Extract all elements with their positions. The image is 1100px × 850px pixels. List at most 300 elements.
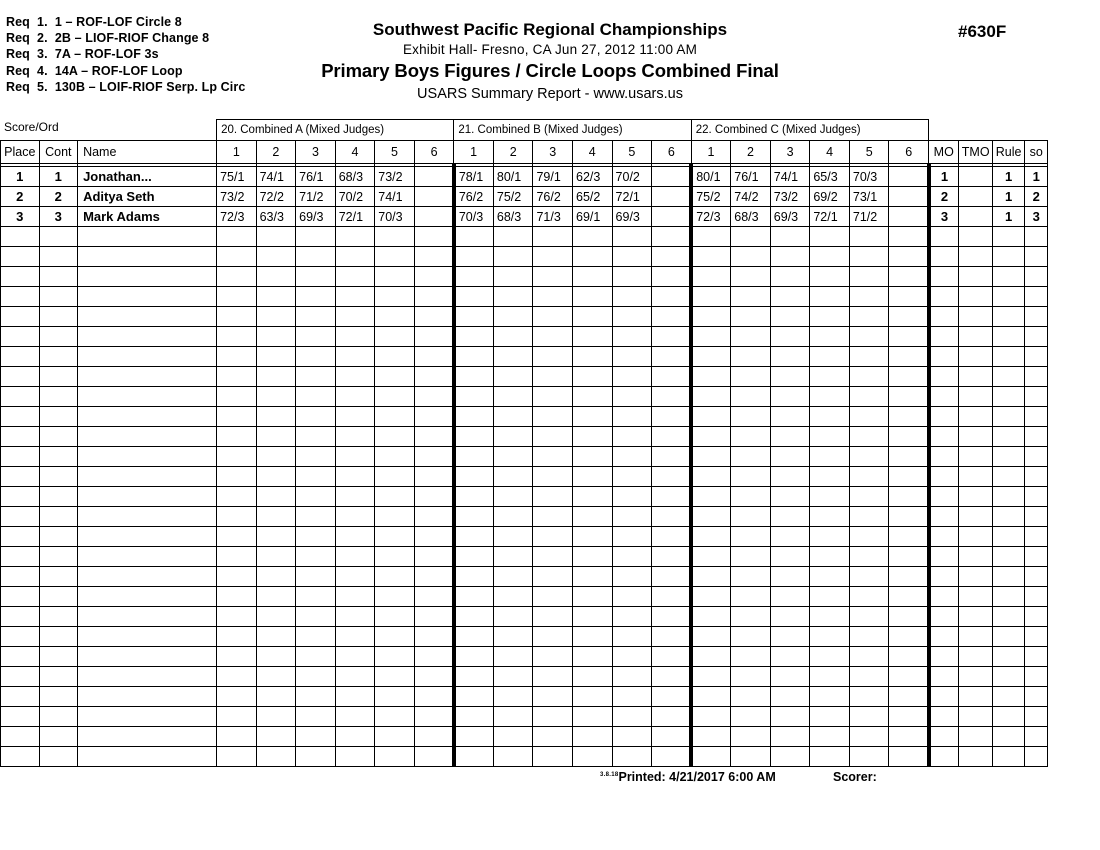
cell-name[interactable] — [78, 587, 217, 607]
cell-score-3-5[interactable] — [849, 307, 889, 327]
cell-score-3-6[interactable] — [889, 307, 929, 327]
cell-rule[interactable] — [992, 547, 1024, 567]
cell-score-2-2[interactable] — [493, 627, 533, 647]
cell-score-1-5[interactable] — [375, 487, 415, 507]
cell-score-3-6[interactable] — [889, 627, 929, 647]
cell-score-2-6[interactable] — [652, 667, 692, 687]
cell-score-1-1[interactable] — [217, 367, 257, 387]
table-row[interactable] — [1, 647, 1048, 667]
cell-so[interactable]: 3 — [1025, 207, 1048, 227]
cell-score-3-6[interactable] — [889, 727, 929, 747]
cell-score-1-3[interactable] — [296, 247, 336, 267]
cell-score-3-3[interactable] — [770, 307, 810, 327]
cell-score-3-2[interactable] — [731, 287, 771, 307]
cell-score-3-6[interactable] — [889, 327, 929, 347]
cell-score-1-1[interactable] — [217, 727, 257, 747]
table-row[interactable] — [1, 387, 1048, 407]
cell-score-2-5[interactable] — [612, 467, 652, 487]
cell-score-2-2[interactable] — [493, 687, 533, 707]
cell-score-3-2[interactable]: 74/2 — [731, 187, 771, 207]
cell-score-3-6[interactable] — [889, 447, 929, 467]
cell-score-1-1[interactable]: 72/3 — [217, 207, 257, 227]
cell-score-3-1[interactable] — [691, 627, 731, 647]
cell-score-2-4[interactable] — [573, 467, 613, 487]
cell-so[interactable] — [1025, 547, 1048, 567]
cell-score-3-5[interactable] — [849, 627, 889, 647]
cell-score-1-3[interactable] — [296, 667, 336, 687]
cell-score-1-1[interactable] — [217, 747, 257, 767]
cell-score-2-1[interactable] — [454, 727, 494, 747]
cell-score-3-1[interactable] — [691, 247, 731, 267]
cell-so[interactable] — [1025, 347, 1048, 367]
cell-name[interactable] — [78, 327, 217, 347]
cell-tmo[interactable] — [959, 507, 992, 527]
cell-score-2-5[interactable] — [612, 307, 652, 327]
cell-score-1-6[interactable] — [414, 307, 454, 327]
cell-score-1-3[interactable] — [296, 727, 336, 747]
table-row[interactable] — [1, 267, 1048, 287]
cell-score-2-2[interactable] — [493, 527, 533, 547]
cell-score-2-4[interactable] — [573, 567, 613, 587]
cell-score-2-3[interactable] — [533, 267, 573, 287]
cell-score-1-2[interactable] — [256, 427, 296, 447]
cell-score-2-2[interactable] — [493, 707, 533, 727]
cell-mo[interactable] — [929, 327, 959, 347]
table-row[interactable] — [1, 407, 1048, 427]
table-row[interactable] — [1, 187, 1048, 207]
cell-place[interactable]: 1 — [1, 167, 40, 187]
cell-score-2-2[interactable] — [493, 467, 533, 487]
cell-place[interactable] — [1, 647, 40, 667]
cell-score-1-4[interactable] — [335, 687, 375, 707]
cell-score-1-6[interactable] — [414, 267, 454, 287]
cell-score-2-2[interactable] — [493, 607, 533, 627]
cell-name[interactable] — [78, 287, 217, 307]
cell-cont[interactable] — [39, 527, 78, 547]
cell-score-2-3[interactable] — [533, 487, 573, 507]
cell-score-1-5[interactable] — [375, 647, 415, 667]
cell-score-2-3[interactable] — [533, 607, 573, 627]
cell-name[interactable] — [78, 467, 217, 487]
cell-score-1-3[interactable] — [296, 607, 336, 627]
cell-score-2-3[interactable] — [533, 687, 573, 707]
cell-score-1-1[interactable] — [217, 387, 257, 407]
cell-tmo[interactable] — [959, 387, 992, 407]
cell-score-1-5[interactable] — [375, 227, 415, 247]
cell-score-2-3[interactable] — [533, 587, 573, 607]
cell-tmo[interactable] — [959, 407, 992, 427]
cell-score-1-2[interactable]: 63/3 — [256, 207, 296, 227]
cell-score-1-2[interactable] — [256, 327, 296, 347]
cell-score-1-6[interactable] — [414, 167, 454, 187]
cell-score-2-1[interactable] — [454, 307, 494, 327]
cell-score-3-6[interactable] — [889, 507, 929, 527]
cell-score-1-1[interactable]: 73/2 — [217, 187, 257, 207]
cell-score-2-5[interactable] — [612, 567, 652, 587]
cell-score-3-2[interactable] — [731, 427, 771, 447]
cell-score-1-6[interactable] — [414, 407, 454, 427]
cell-rule[interactable] — [992, 667, 1024, 687]
cell-score-1-4[interactable] — [335, 307, 375, 327]
cell-name[interactable] — [78, 367, 217, 387]
cell-score-2-4[interactable] — [573, 307, 613, 327]
cell-score-3-6[interactable] — [889, 547, 929, 567]
cell-score-1-3[interactable] — [296, 547, 336, 567]
cell-so[interactable]: 2 — [1025, 187, 1048, 207]
cell-score-2-4[interactable] — [573, 507, 613, 527]
cell-score-2-4[interactable] — [573, 387, 613, 407]
cell-score-2-3[interactable] — [533, 387, 573, 407]
cell-cont[interactable] — [39, 307, 78, 327]
cell-score-3-5[interactable] — [849, 527, 889, 547]
cell-rule[interactable] — [992, 267, 1024, 287]
cell-score-1-2[interactable] — [256, 627, 296, 647]
cell-score-2-4[interactable] — [573, 607, 613, 627]
cell-score-2-6[interactable] — [652, 527, 692, 547]
cell-score-2-4[interactable] — [573, 347, 613, 367]
table-row[interactable] — [1, 327, 1048, 347]
cell-place[interactable] — [1, 407, 40, 427]
cell-rule[interactable] — [992, 387, 1024, 407]
cell-score-3-5[interactable] — [849, 587, 889, 607]
cell-place[interactable] — [1, 487, 40, 507]
cell-cont[interactable]: 3 — [39, 207, 78, 227]
cell-score-1-6[interactable] — [414, 287, 454, 307]
cell-rule[interactable] — [992, 627, 1024, 647]
cell-mo[interactable] — [929, 707, 959, 727]
cell-score-1-4[interactable] — [335, 747, 375, 767]
table-row[interactable] — [1, 467, 1048, 487]
cell-so[interactable] — [1025, 687, 1048, 707]
cell-so[interactable] — [1025, 367, 1048, 387]
cell-so[interactable] — [1025, 267, 1048, 287]
cell-score-3-2[interactable] — [731, 307, 771, 327]
cell-score-2-5[interactable] — [612, 527, 652, 547]
cell-rule[interactable] — [992, 727, 1024, 747]
cell-score-1-5[interactable]: 73/2 — [375, 167, 415, 187]
cell-mo[interactable] — [929, 507, 959, 527]
cell-score-2-6[interactable] — [652, 547, 692, 567]
cell-score-3-6[interactable] — [889, 207, 929, 227]
cell-so[interactable] — [1025, 747, 1048, 767]
cell-so[interactable] — [1025, 587, 1048, 607]
cell-score-2-1[interactable]: 78/1 — [454, 167, 494, 187]
cell-mo[interactable] — [929, 387, 959, 407]
cell-score-3-2[interactable] — [731, 227, 771, 247]
cell-name[interactable] — [78, 647, 217, 667]
cell-score-3-1[interactable] — [691, 267, 731, 287]
cell-cont[interactable] — [39, 547, 78, 567]
cell-score-3-6[interactable] — [889, 567, 929, 587]
cell-score-1-2[interactable] — [256, 687, 296, 707]
cell-score-2-5[interactable] — [612, 327, 652, 347]
cell-score-3-1[interactable] — [691, 427, 731, 447]
cell-score-1-2[interactable] — [256, 587, 296, 607]
cell-score-2-4[interactable]: 62/3 — [573, 167, 613, 187]
cell-score-3-4[interactable]: 65/3 — [810, 167, 850, 187]
cell-place[interactable] — [1, 527, 40, 547]
cell-score-1-2[interactable] — [256, 727, 296, 747]
cell-score-3-5[interactable]: 70/3 — [849, 167, 889, 187]
cell-score-3-4[interactable] — [810, 267, 850, 287]
cell-score-3-6[interactable] — [889, 427, 929, 447]
cell-score-3-1[interactable] — [691, 327, 731, 347]
cell-score-1-2[interactable] — [256, 267, 296, 287]
cell-score-3-2[interactable] — [731, 727, 771, 747]
cell-name[interactable] — [78, 667, 217, 687]
cell-score-3-3[interactable] — [770, 227, 810, 247]
cell-score-3-5[interactable] — [849, 607, 889, 627]
cell-score-3-2[interactable] — [731, 267, 771, 287]
cell-score-3-3[interactable] — [770, 687, 810, 707]
cell-rule[interactable] — [992, 607, 1024, 627]
cell-mo[interactable] — [929, 747, 959, 767]
cell-place[interactable]: 2 — [1, 187, 40, 207]
cell-score-1-1[interactable] — [217, 667, 257, 687]
cell-place[interactable] — [1, 287, 40, 307]
cell-mo[interactable] — [929, 647, 959, 667]
cell-score-3-6[interactable] — [889, 387, 929, 407]
cell-score-2-1[interactable] — [454, 347, 494, 367]
cell-cont[interactable] — [39, 447, 78, 467]
cell-name[interactable] — [78, 227, 217, 247]
cell-score-3-4[interactable] — [810, 587, 850, 607]
cell-place[interactable] — [1, 547, 40, 567]
cell-score-3-3[interactable] — [770, 327, 810, 347]
cell-score-1-2[interactable] — [256, 647, 296, 667]
cell-score-1-5[interactable] — [375, 387, 415, 407]
cell-so[interactable] — [1025, 227, 1048, 247]
cell-cont[interactable] — [39, 507, 78, 527]
cell-cont[interactable] — [39, 367, 78, 387]
cell-score-3-5[interactable] — [849, 407, 889, 427]
cell-rule[interactable]: 1 — [992, 167, 1024, 187]
cell-place[interactable] — [1, 667, 40, 687]
cell-score-2-4[interactable] — [573, 707, 613, 727]
cell-score-3-2[interactable] — [731, 607, 771, 627]
cell-score-3-1[interactable] — [691, 687, 731, 707]
cell-score-1-1[interactable]: 75/1 — [217, 167, 257, 187]
cell-score-3-4[interactable]: 69/2 — [810, 187, 850, 207]
cell-score-1-2[interactable] — [256, 547, 296, 567]
cell-score-3-6[interactable] — [889, 347, 929, 367]
cell-score-3-4[interactable] — [810, 507, 850, 527]
cell-score-2-5[interactable] — [612, 707, 652, 727]
cell-score-2-5[interactable] — [612, 407, 652, 427]
cell-score-1-2[interactable] — [256, 747, 296, 767]
cell-cont[interactable] — [39, 407, 78, 427]
cell-score-1-1[interactable] — [217, 687, 257, 707]
cell-cont[interactable] — [39, 247, 78, 267]
cell-score-2-2[interactable] — [493, 667, 533, 687]
cell-score-2-4[interactable] — [573, 447, 613, 467]
cell-score-1-3[interactable]: 71/2 — [296, 187, 336, 207]
cell-name[interactable] — [78, 687, 217, 707]
cell-score-3-1[interactable] — [691, 367, 731, 387]
cell-cont[interactable] — [39, 267, 78, 287]
cell-score-3-5[interactable] — [849, 247, 889, 267]
cell-score-3-1[interactable] — [691, 487, 731, 507]
cell-tmo[interactable] — [959, 587, 992, 607]
cell-score-3-5[interactable] — [849, 447, 889, 467]
cell-score-2-1[interactable]: 76/2 — [454, 187, 494, 207]
cell-score-3-2[interactable] — [731, 247, 771, 267]
table-row[interactable] — [1, 207, 1048, 227]
cell-cont[interactable] — [39, 587, 78, 607]
cell-cont[interactable] — [39, 687, 78, 707]
cell-score-3-4[interactable] — [810, 627, 850, 647]
cell-score-3-4[interactable] — [810, 727, 850, 747]
cell-score-3-1[interactable] — [691, 727, 731, 747]
cell-score-2-5[interactable] — [612, 547, 652, 567]
cell-rule[interactable] — [992, 567, 1024, 587]
cell-score-2-1[interactable] — [454, 367, 494, 387]
cell-score-3-1[interactable] — [691, 527, 731, 547]
cell-score-1-5[interactable] — [375, 727, 415, 747]
cell-tmo[interactable] — [959, 347, 992, 367]
cell-score-2-2[interactable] — [493, 367, 533, 387]
cell-score-3-1[interactable] — [691, 347, 731, 367]
cell-score-2-3[interactable] — [533, 507, 573, 527]
cell-score-1-2[interactable]: 74/1 — [256, 167, 296, 187]
cell-name[interactable] — [78, 507, 217, 527]
cell-score-1-3[interactable] — [296, 627, 336, 647]
cell-score-3-1[interactable]: 72/3 — [691, 207, 731, 227]
cell-mo[interactable] — [929, 567, 959, 587]
table-row[interactable] — [1, 747, 1048, 767]
cell-score-3-3[interactable]: 73/2 — [770, 187, 810, 207]
cell-score-2-6[interactable] — [652, 347, 692, 367]
cell-score-2-6[interactable] — [652, 587, 692, 607]
cell-cont[interactable]: 2 — [39, 187, 78, 207]
cell-score-1-6[interactable] — [414, 487, 454, 507]
cell-score-1-1[interactable] — [217, 307, 257, 327]
table-row[interactable] — [1, 727, 1048, 747]
cell-score-1-3[interactable] — [296, 387, 336, 407]
cell-score-1-4[interactable] — [335, 347, 375, 367]
cell-score-2-3[interactable] — [533, 747, 573, 767]
cell-score-2-6[interactable] — [652, 427, 692, 447]
cell-score-3-2[interactable] — [731, 387, 771, 407]
cell-mo[interactable] — [929, 427, 959, 447]
cell-name[interactable] — [78, 707, 217, 727]
cell-score-1-6[interactable] — [414, 527, 454, 547]
cell-score-2-1[interactable] — [454, 327, 494, 347]
cell-score-3-4[interactable] — [810, 527, 850, 547]
cell-mo[interactable] — [929, 267, 959, 287]
cell-score-1-4[interactable] — [335, 487, 375, 507]
cell-score-1-4[interactable] — [335, 227, 375, 247]
table-row[interactable] — [1, 307, 1048, 327]
cell-place[interactable] — [1, 507, 40, 527]
cell-score-3-1[interactable]: 80/1 — [691, 167, 731, 187]
cell-score-2-2[interactable] — [493, 727, 533, 747]
cell-score-3-1[interactable] — [691, 467, 731, 487]
cell-score-1-1[interactable] — [217, 587, 257, 607]
cell-score-1-5[interactable] — [375, 507, 415, 527]
cell-score-3-4[interactable] — [810, 367, 850, 387]
cell-score-1-1[interactable] — [217, 427, 257, 447]
cell-score-2-6[interactable] — [652, 567, 692, 587]
cell-score-1-4[interactable] — [335, 287, 375, 307]
cell-score-3-5[interactable] — [849, 487, 889, 507]
cell-tmo[interactable] — [959, 187, 992, 207]
table-row[interactable] — [1, 667, 1048, 687]
cell-tmo[interactable] — [959, 427, 992, 447]
cell-score-1-2[interactable]: 72/2 — [256, 187, 296, 207]
cell-cont[interactable] — [39, 567, 78, 587]
cell-score-1-3[interactable] — [296, 647, 336, 667]
cell-so[interactable] — [1025, 387, 1048, 407]
cell-score-1-1[interactable] — [217, 527, 257, 547]
cell-score-2-3[interactable] — [533, 467, 573, 487]
cell-rule[interactable] — [992, 287, 1024, 307]
cell-score-1-2[interactable] — [256, 227, 296, 247]
cell-score-3-3[interactable] — [770, 607, 810, 627]
cell-score-1-3[interactable] — [296, 347, 336, 367]
cell-tmo[interactable] — [959, 287, 992, 307]
cell-score-2-2[interactable] — [493, 287, 533, 307]
cell-score-2-5[interactable] — [612, 347, 652, 367]
cell-score-3-4[interactable] — [810, 327, 850, 347]
cell-score-1-2[interactable] — [256, 447, 296, 467]
cell-score-3-3[interactable] — [770, 367, 810, 387]
cell-score-1-3[interactable] — [296, 307, 336, 327]
cell-place[interactable] — [1, 587, 40, 607]
cell-score-3-3[interactable] — [770, 387, 810, 407]
cell-score-3-6[interactable] — [889, 287, 929, 307]
cell-score-3-4[interactable]: 72/1 — [810, 207, 850, 227]
cell-place[interactable] — [1, 447, 40, 467]
cell-score-1-4[interactable] — [335, 507, 375, 527]
cell-rule[interactable] — [992, 367, 1024, 387]
cell-cont[interactable] — [39, 707, 78, 727]
cell-place[interactable] — [1, 327, 40, 347]
cell-score-2-3[interactable] — [533, 367, 573, 387]
cell-place[interactable] — [1, 607, 40, 627]
cell-score-1-6[interactable] — [414, 707, 454, 727]
cell-cont[interactable] — [39, 667, 78, 687]
cell-score-1-4[interactable] — [335, 447, 375, 467]
cell-score-3-5[interactable] — [849, 687, 889, 707]
cell-score-1-2[interactable] — [256, 707, 296, 727]
cell-tmo[interactable] — [959, 527, 992, 547]
cell-score-3-6[interactable] — [889, 747, 929, 767]
cell-cont[interactable] — [39, 327, 78, 347]
cell-score-2-2[interactable] — [493, 347, 533, 367]
cell-score-1-5[interactable] — [375, 467, 415, 487]
cell-place[interactable] — [1, 347, 40, 367]
cell-score-1-5[interactable] — [375, 287, 415, 307]
cell-score-1-3[interactable] — [296, 327, 336, 347]
cell-score-1-6[interactable] — [414, 627, 454, 647]
cell-mo[interactable]: 2 — [929, 187, 959, 207]
cell-score-1-2[interactable] — [256, 507, 296, 527]
cell-score-3-3[interactable] — [770, 287, 810, 307]
cell-score-1-4[interactable] — [335, 387, 375, 407]
cell-score-1-5[interactable]: 70/3 — [375, 207, 415, 227]
cell-score-1-5[interactable] — [375, 667, 415, 687]
cell-score-2-4[interactable] — [573, 547, 613, 567]
cell-score-2-5[interactable] — [612, 267, 652, 287]
table-row[interactable] — [1, 447, 1048, 467]
cell-score-3-6[interactable] — [889, 267, 929, 287]
cell-score-1-4[interactable] — [335, 647, 375, 667]
cell-score-1-6[interactable] — [414, 247, 454, 267]
cell-score-1-1[interactable] — [217, 267, 257, 287]
cell-score-1-1[interactable] — [217, 627, 257, 647]
cell-score-3-1[interactable] — [691, 607, 731, 627]
